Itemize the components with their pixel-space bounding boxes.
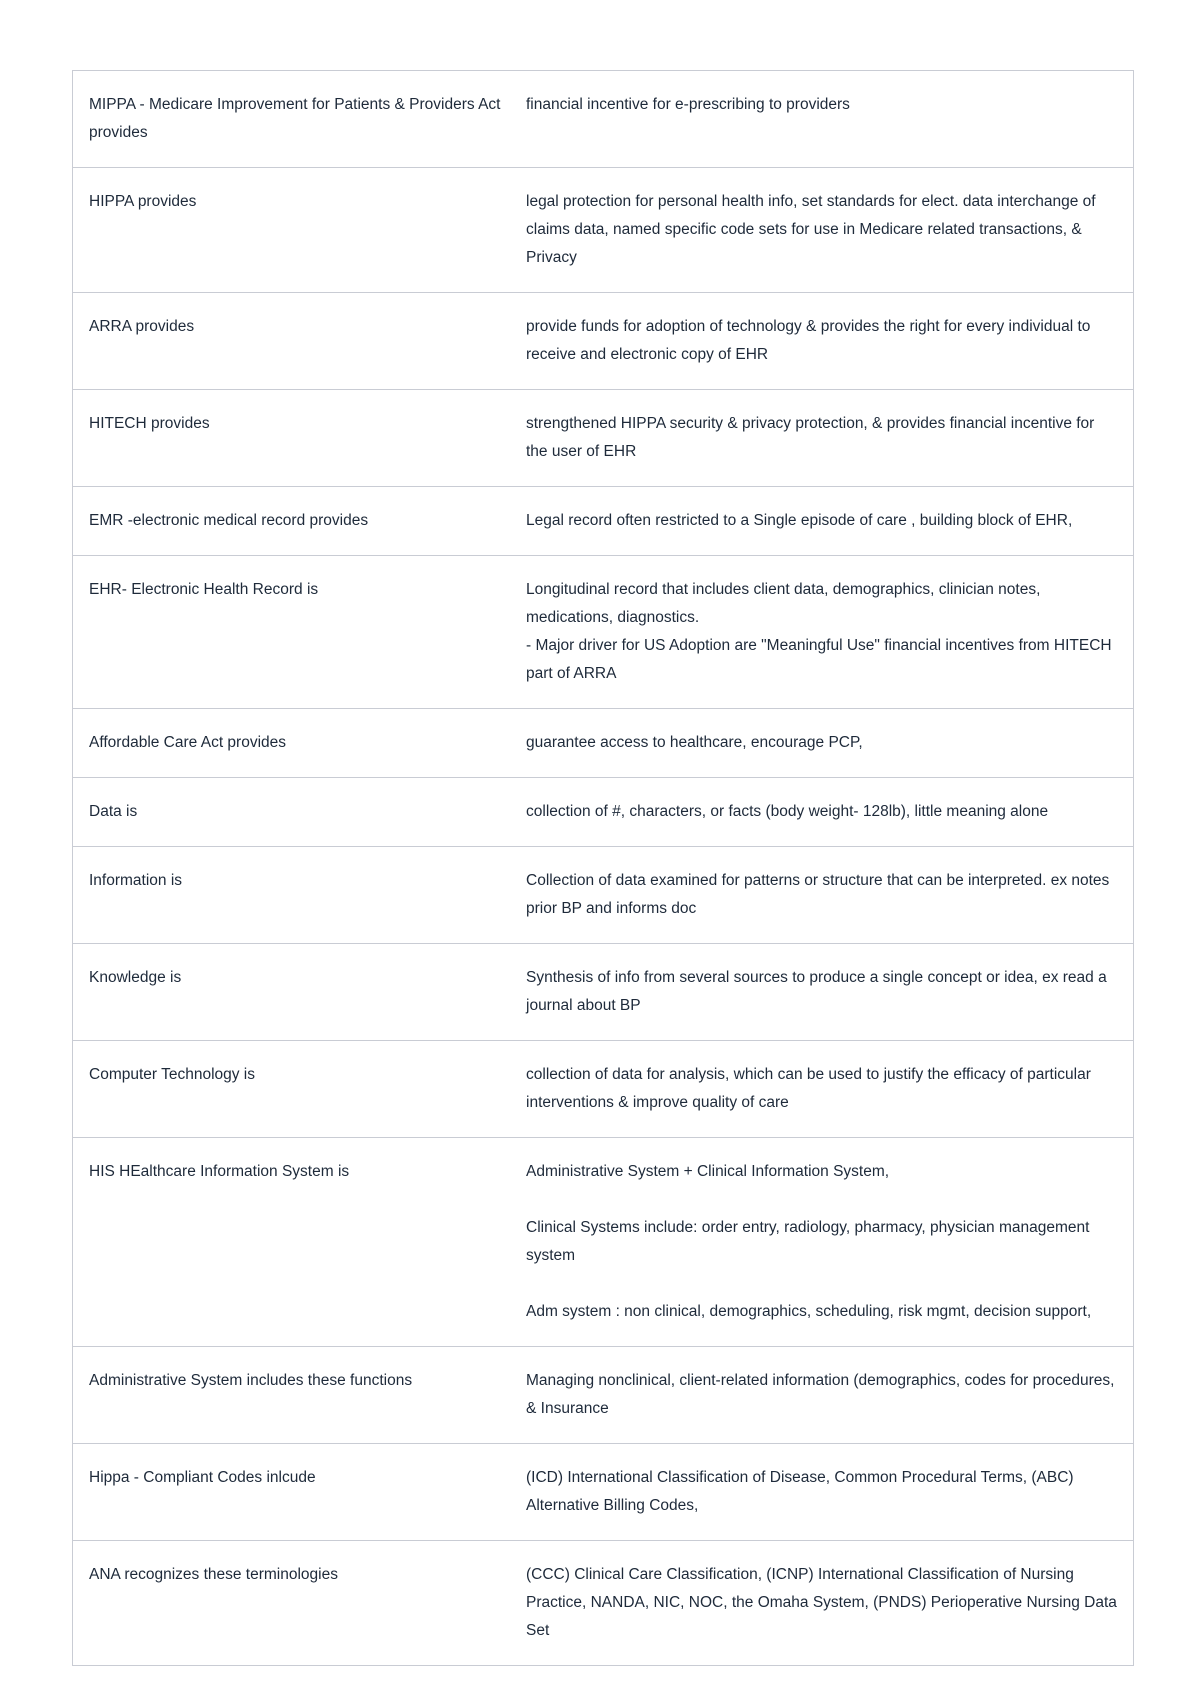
card-term: HIPPA provides: [89, 193, 197, 210]
card-term: Hippa - Compliant Codes inlcude: [89, 1469, 316, 1486]
definition-paragraph: Synthesis of info from several sources to produce a single concept or idea, ex read a journal about BP: [526, 969, 1107, 1014]
card-definition: [514, 71, 1133, 167]
card-definition: [514, 390, 1133, 486]
flashcard-table: [72, 70, 1134, 1666]
card-definition: [514, 1347, 1133, 1443]
card-term: Data is: [89, 803, 138, 820]
table-row: [73, 1541, 1133, 1665]
table-row: [73, 487, 1133, 556]
table-row: [73, 293, 1133, 390]
card-definition: [514, 847, 1133, 943]
table-row: [73, 847, 1133, 944]
card-term: Administrative System includes these functions: [89, 1372, 413, 1389]
table-row: [73, 1444, 1133, 1541]
card-definition: [514, 944, 1133, 1040]
definition-paragraph: Adm system : non clinical, demographics, scheduling, risk mgmt, decision support,: [526, 1303, 1092, 1320]
paragraph-gap: [526, 1270, 1119, 1298]
card-term: EMR -electronic medical record provides: [89, 512, 369, 529]
card-definition: [514, 778, 1133, 846]
table-row: [73, 1347, 1133, 1444]
card-term: EHR- Electronic Health Record is: [89, 581, 319, 598]
definition-paragraph: financial incentive for e-prescribing to providers: [526, 96, 850, 113]
card-definition: [514, 556, 1133, 708]
table-row: [73, 168, 1133, 293]
card-definition: [514, 1138, 1133, 1346]
definition-paragraph: Administrative System + Clinical Information System,: [526, 1163, 890, 1180]
card-term: Knowledge is: [89, 969, 182, 986]
card-definition: [514, 709, 1133, 777]
card-term: ARRA provides: [89, 318, 195, 335]
table-row: [73, 556, 1133, 709]
card-definition: [514, 1541, 1133, 1665]
table-row: [73, 778, 1133, 847]
card-term: ANA recognizes these terminologies: [89, 1566, 338, 1583]
card-definition: [514, 293, 1133, 389]
definition-paragraph: (CCC) Clinical Care Classification, (ICNP) International Classification of Nursing Practice, NANDA, NIC, NOC, the Omaha System, (PNDS) Perioperative Nursing Data Set: [526, 1566, 1117, 1639]
definition-paragraph: collection of data for analysis, which can be used to justify the efficacy of particular interventions & improve quality of care: [526, 1066, 1091, 1111]
table-row: [73, 71, 1133, 168]
card-definition: [514, 1041, 1133, 1137]
card-definition: [514, 1444, 1133, 1540]
definition-paragraph: - Major driver for US Adoption are "Meaningful Use" financial incentives from HITECH part of ARRA: [526, 637, 1112, 682]
table-row: [73, 1041, 1133, 1138]
card-term: HITECH provides: [89, 415, 210, 432]
definition-paragraph: Collection of data examined for patterns or structure that can be interpreted. ex notes prior BP and informs doc: [526, 872, 1110, 917]
card-term: HIS HEalthcare Information System is: [89, 1163, 350, 1180]
paragraph-gap: [526, 1186, 1119, 1214]
definition-paragraph: Longitudinal record that includes client data, demographics, clinician notes, medications, diagnostics.: [526, 581, 1041, 626]
definition-paragraph: legal protection for personal health info, set standards for elect. data interchange of claims data, named specific code sets for use in Medicare related transactions, & Privacy: [526, 193, 1096, 266]
card-term: MIPPA - Medicare Improvement for Patients & Providers Act provides: [89, 96, 501, 141]
definition-paragraph: strengthened HIPPA security & privacy protection, & provides financial incentive for the user of EHR: [526, 415, 1095, 460]
definition-paragraph: Legal record often restricted to a Single episode of care , building block of EHR,: [526, 512, 1073, 529]
table-row: [73, 1138, 1133, 1347]
card-definition: [514, 168, 1133, 292]
table-row: [73, 709, 1133, 778]
table-row: [73, 390, 1133, 487]
card-term: Computer Technology is: [89, 1066, 255, 1083]
definition-paragraph: Managing nonclinical, client-related information (demographics, codes for procedures, & Insurance: [526, 1372, 1115, 1417]
definition-paragraph: (ICD) International Classification of Disease, Common Procedural Terms, (ABC) Alternative Billing Codes,: [526, 1469, 1074, 1514]
table-row: [73, 944, 1133, 1041]
card-term: Affordable Care Act provides: [89, 734, 287, 751]
definition-paragraph: Clinical Systems include: order entry, radiology, pharmacy, physician management system: [526, 1219, 1090, 1264]
definition-paragraph: guarantee access to healthcare, encourage PCP,: [526, 734, 863, 751]
definition-paragraph: collection of #, characters, or facts (body weight- 128lb), little meaning alone: [526, 803, 1049, 820]
card-term: Information is: [89, 872, 183, 889]
definition-paragraph: provide funds for adoption of technology & provides the right for every individual to receive and electronic copy of EHR: [526, 318, 1091, 363]
card-definition: [514, 487, 1133, 555]
